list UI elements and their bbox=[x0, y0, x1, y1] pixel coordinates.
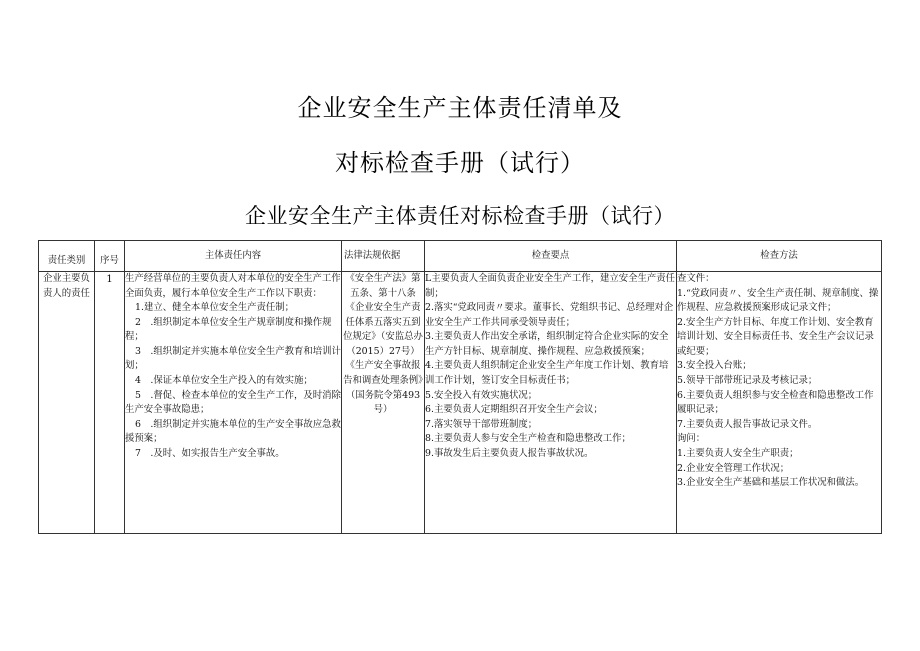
method-item: 2.安全生产方针目标、年度工作计划、安全教育培训计划、安全目标责任书、安全生产会议记录或纪要； bbox=[677, 316, 874, 357]
table-header-row bbox=[39, 241, 882, 272]
cell-number: 1 bbox=[95, 272, 125, 534]
header-points: 检查要点 bbox=[425, 241, 677, 272]
cell-check-points bbox=[425, 272, 677, 534]
header-category: 责任类别 bbox=[39, 241, 95, 272]
method-item: 7.主要负责人报告事故记录文件。 bbox=[677, 418, 818, 430]
method-item: 3.企业安全生产基础和基层工作状况和做法。 bbox=[677, 477, 865, 489]
content-item: 7 .及时、如实报告生产安全事故。 bbox=[135, 447, 285, 459]
check-point: 4.主要负责人组织制定企业安全生产年度工作计划、教育培训工作计划，签订安全目标责任书； bbox=[425, 360, 669, 387]
cell-law-basis: 《安全生产法》第五条、第十八条《企业安全生产责任体系五落实五到位规定》（安监总办（2015）27号）《生产安全事故报告和调查处理条例》（国务院令第493号） bbox=[342, 272, 425, 534]
responsibility-table bbox=[38, 240, 882, 534]
check-point: L主要负责人全面负责企业安全生产工作，建立安全生产责任制； bbox=[425, 273, 675, 299]
header-number: 序号 bbox=[95, 241, 125, 272]
header-content: 主体责任内容 bbox=[125, 241, 342, 272]
content-item: 5 .督促、检查本单位的安全生产工作，及时消除生产安全事故隐患； bbox=[125, 389, 341, 416]
cell-content bbox=[125, 272, 342, 534]
document-title-line-2: 对标检查手册（试行） bbox=[335, 149, 585, 177]
content-item: 3 .组织制定并实施本单位安全生产教育和培训计划； bbox=[125, 345, 341, 372]
handbook-title: 企业安全生产主体责任对标检查手册（试行） bbox=[245, 204, 675, 228]
content-item: 4 .保证本单位安全生产投入的有效实施； bbox=[135, 375, 313, 387]
table-row bbox=[39, 272, 882, 534]
check-point: 7.落实领导干部带班制度； bbox=[425, 418, 538, 430]
content-item: 6 .组织制定并实施本单位的生产安全事故应急救援预案； bbox=[125, 418, 341, 445]
check-point: 9.事故发生后主要负责人报告事故状况。 bbox=[425, 447, 594, 459]
method-item: 1.主要负责人安全生产职责； bbox=[677, 447, 799, 459]
check-point: 8.主要负责人参与安全生产检查和隐患整改工作； bbox=[425, 433, 631, 445]
content-item: 1.建立、健全本单位安全生产责任制； bbox=[135, 302, 294, 314]
check-point: 5.安全投入有效实施状况； bbox=[425, 389, 538, 401]
check-point: 2.落实“党政同责〃要求。董事长、党组织书记、总经理对企业安全生产工作共同承受领导责任； bbox=[425, 302, 674, 328]
method-item: 3.安全投入台账； bbox=[677, 360, 752, 372]
method-item: 1.“党政同责〃、安全生产责任制、规章制度、操作规程、应急救援预案形成记录文件； bbox=[677, 287, 879, 314]
cell-check-method bbox=[677, 272, 882, 534]
cell-category: 企业主要负责人的责任 bbox=[39, 272, 95, 534]
document-title-line-1: 企业安全生产主体责任清单及 bbox=[297, 94, 623, 122]
method-item: 5.领导干部带班记录及考核记录； bbox=[677, 375, 818, 387]
method-heading-documents: 查文件： bbox=[677, 273, 715, 284]
check-point: 3.主要负责人作出安全承诺，组织制定符合企业实际的安全生产方针目标、规章制度、操作规程、应急救援预案； bbox=[425, 331, 669, 357]
header-method: 检查方法 bbox=[677, 241, 882, 272]
method-heading-inquiry: 询问： bbox=[677, 433, 706, 445]
content-intro: 生产经营单位的主要负责人对本单位的安全生产工作全面负责，履行本单位安全生产工作以下职责： bbox=[125, 273, 341, 299]
method-item: 2.企业安全管理工作状况； bbox=[677, 462, 790, 474]
content-item: 2 .组织制定本单位安全生产规章制度和操作规程； bbox=[125, 316, 332, 343]
header-law: 法律法规依据 bbox=[342, 241, 425, 272]
method-item: 6.主要负责人组织参与安全检查和隐患整改工作履职记录； bbox=[677, 389, 874, 416]
check-point: 6.主要负责人定期组织召开安全生产会议； bbox=[425, 404, 603, 416]
